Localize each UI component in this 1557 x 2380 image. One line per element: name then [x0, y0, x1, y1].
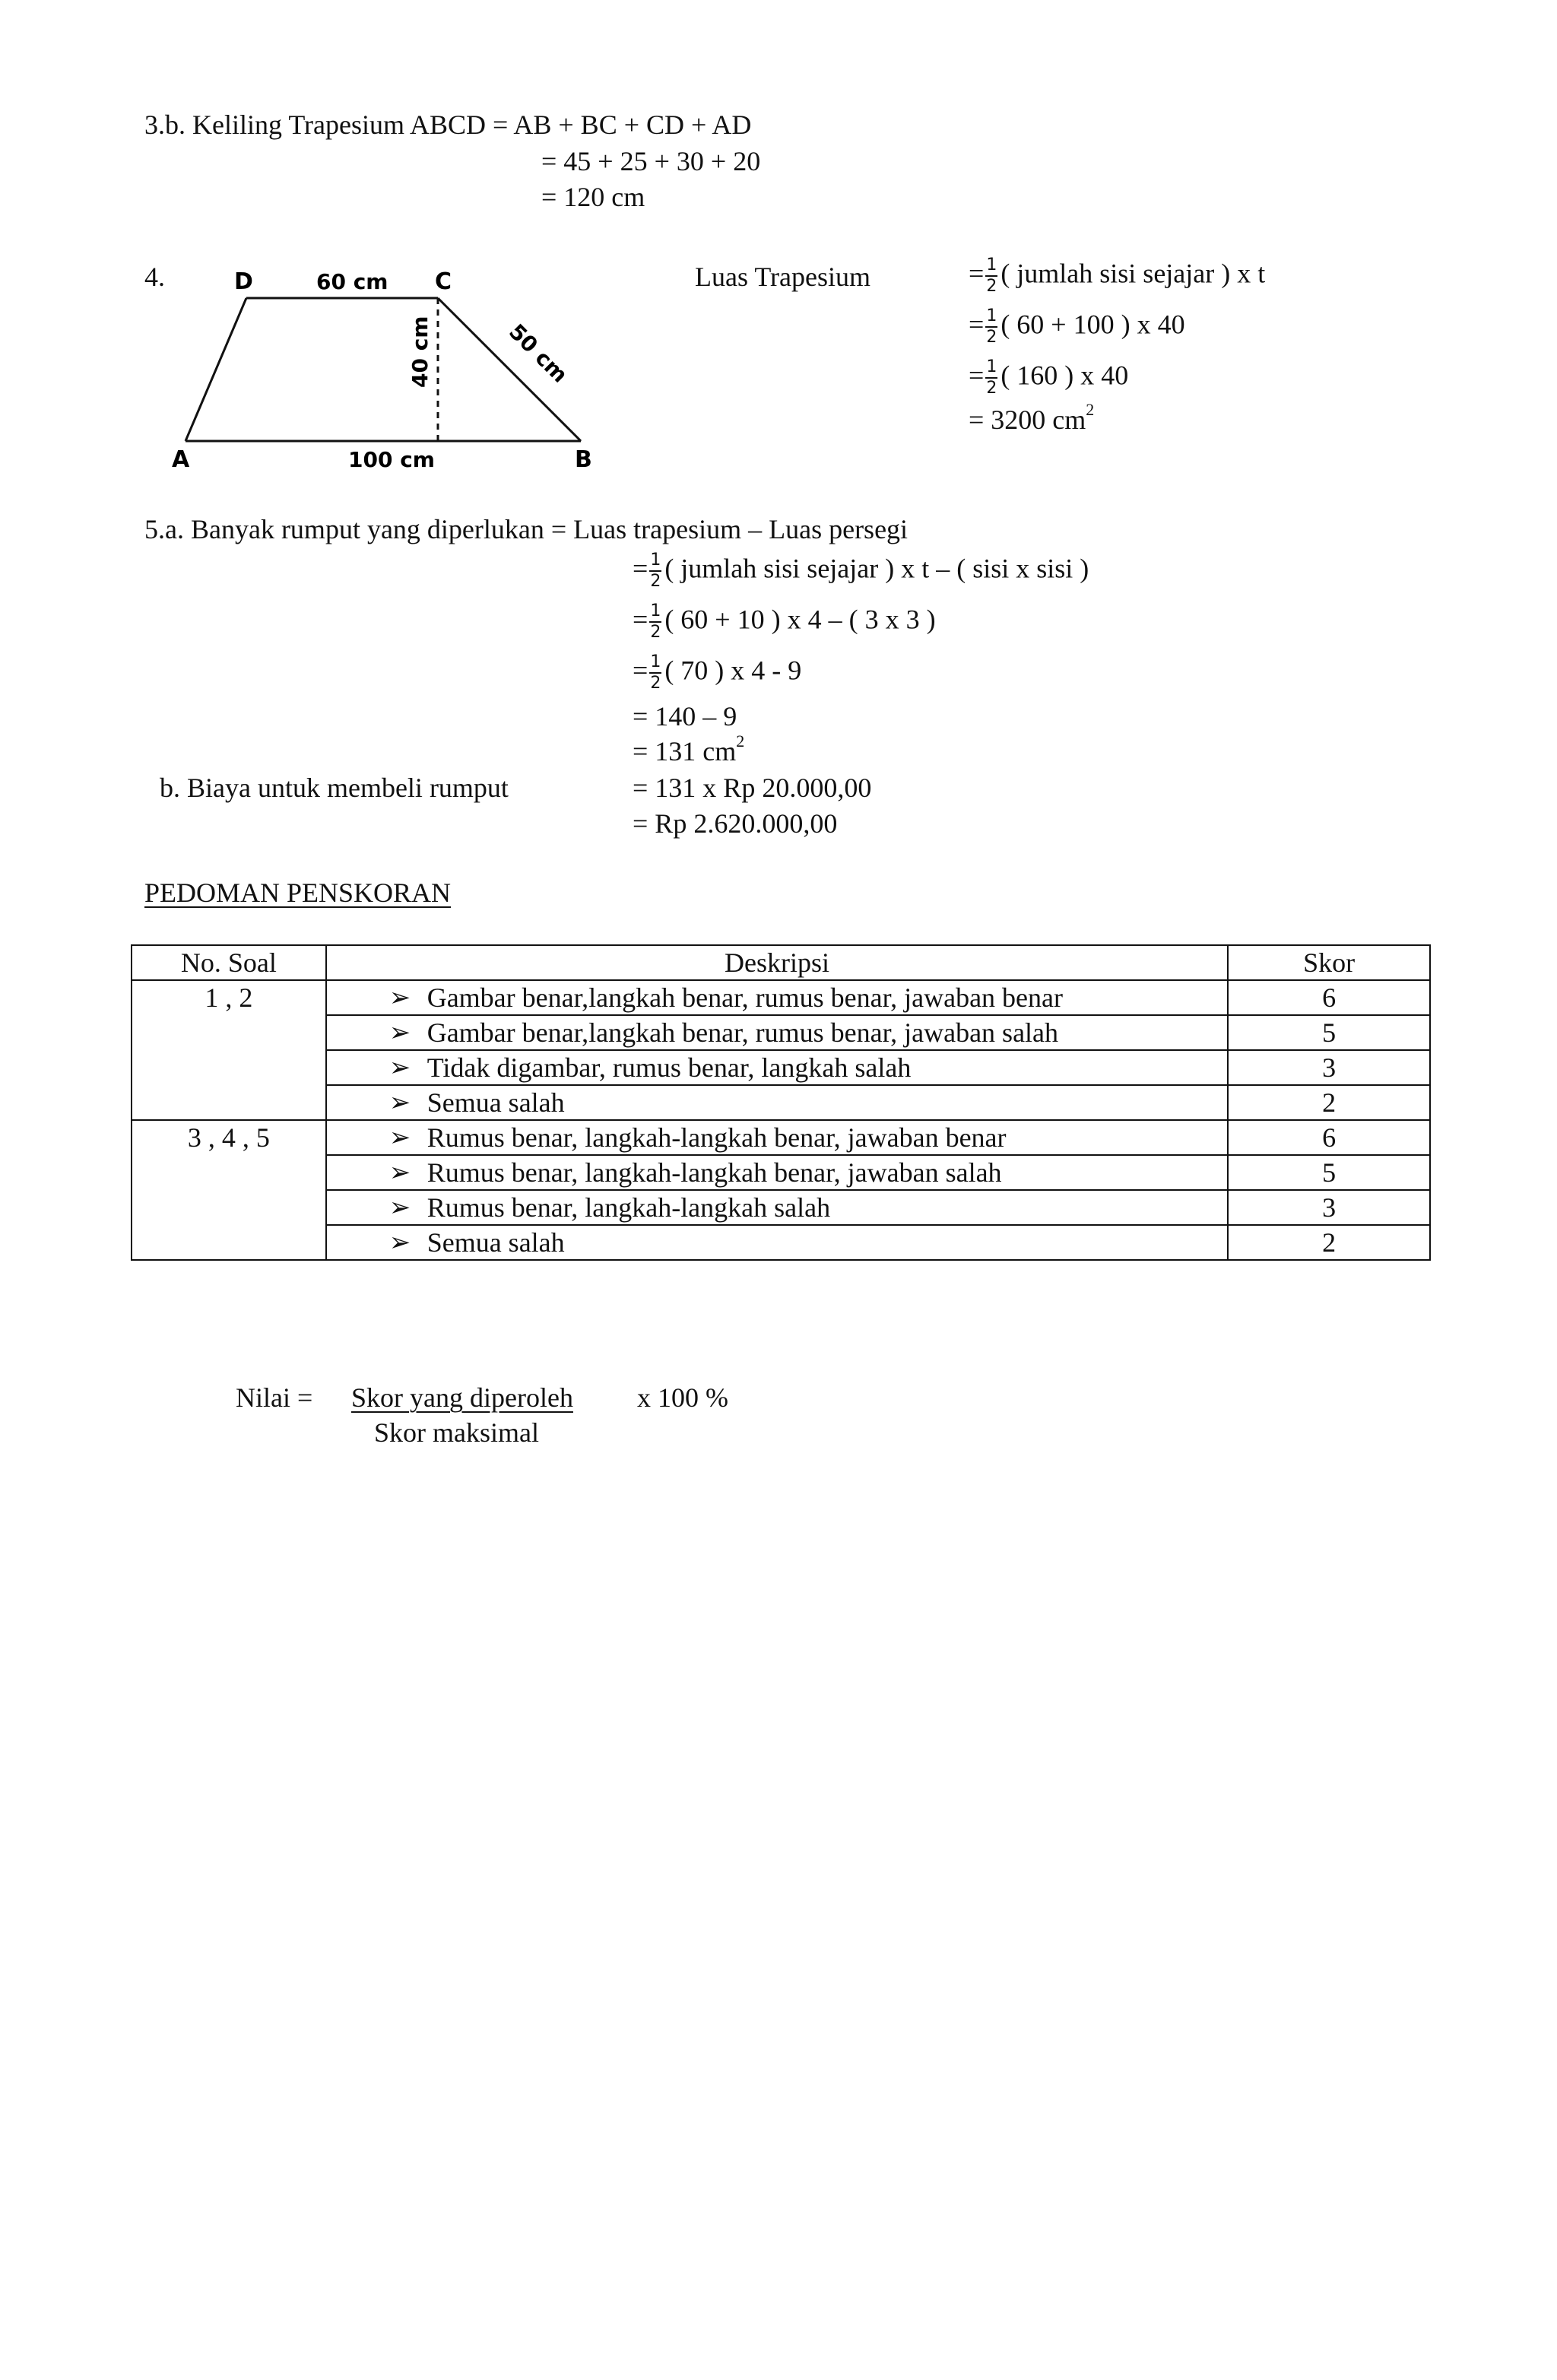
eq-sign: = [969, 309, 985, 340]
table-row [132, 1225, 1430, 1260]
s5b-line1: = 131 x Rp 20.000,00 [633, 773, 872, 803]
table-row [132, 1085, 1430, 1120]
deskripsi-cell: ➢ Semua salah [326, 1225, 1229, 1260]
skor-cell: 5 [1228, 1155, 1430, 1190]
formula-text: ( 70 ) x 4 - 9 [664, 655, 802, 686]
deskripsi-cell: ➢ Semua salah [326, 1085, 1229, 1120]
skor-cell: 6 [1228, 1120, 1430, 1155]
bottom-side-label: 100 cm [348, 447, 435, 471]
deskripsi-cell: ➢ Gambar benar,langkah benar, rumus benar, jawaban salah [326, 1015, 1229, 1050]
trapezoid-diagram [167, 259, 593, 471]
s3b-line3: = 120 cm [541, 182, 645, 212]
half-fraction: $\frac{1}{2}$ [986, 306, 997, 347]
table-header-row [132, 945, 1430, 980]
half-fraction: $\frac{1}{2}$ [986, 357, 997, 398]
formula-text: ( jumlah sisi sejajar ) x t [1000, 258, 1266, 289]
no-soal-cell: 3 , 4 , 5 [132, 1120, 326, 1260]
s5-formula-line2 [633, 552, 1089, 590]
nilai-numerator: Skor yang diperoleh [351, 1382, 573, 1413]
header-skor: Skor [1228, 945, 1430, 980]
no-soal-cell: 1 , 2 [132, 980, 326, 1120]
arrow-bullet-icon: ➢ [388, 1087, 411, 1118]
half-fraction: $\frac{1}{2}$ [650, 601, 661, 642]
s5-formula-line5: = 140 – 9 [633, 701, 737, 731]
skor-cell: 2 [1228, 1225, 1430, 1260]
s5b-line2: = Rp 2.620.000,00 [633, 808, 838, 839]
height-label: 40 cm [407, 316, 433, 388]
s4-formula-line2 [969, 308, 1185, 346]
vertex-a-label: A [172, 446, 190, 471]
arrow-bullet-icon: ➢ [388, 1017, 411, 1048]
skor-cell: 6 [1228, 980, 1430, 1015]
table-row [132, 980, 1430, 1015]
arrow-bullet-icon: ➢ [388, 1052, 411, 1083]
s4-formula-line1 [969, 257, 1265, 295]
arrow-bullet-icon: ➢ [388, 1192, 411, 1223]
deskripsi-cell: ➢ Rumus benar, langkah-langkah salah [326, 1190, 1229, 1225]
eq-sign: = [633, 553, 648, 584]
pedoman-title: PEDOMAN PENSKORAN [144, 877, 452, 908]
s5-formula-line3 [633, 603, 936, 641]
eq-sign: = [633, 655, 648, 686]
formula-text: ( 160 ) x 40 [1000, 360, 1129, 391]
eq-sign: = [969, 258, 985, 289]
table-row [132, 1015, 1430, 1050]
deskripsi-cell: ➢ Gambar benar,langkah benar, rumus benar, jawaban benar [326, 980, 1229, 1015]
nilai-multiplier: x 100 % [637, 1382, 728, 1413]
s5-formula-line4 [633, 654, 801, 692]
top-side-label: 60 cm [316, 269, 388, 294]
table-row [132, 1190, 1430, 1225]
deskripsi-cell: ➢ Tidak digambar, rumus benar, langkah salah [326, 1050, 1229, 1085]
formula-text: ( 60 + 100 ) x 40 [1000, 309, 1185, 340]
skor-cell: 3 [1228, 1050, 1430, 1085]
nilai-denominator: Skor maksimal [374, 1417, 539, 1448]
table-row [132, 1050, 1430, 1085]
deskripsi-cell: ➢ Rumus benar, langkah-langkah benar, jawaban benar [326, 1120, 1229, 1155]
s3b-line1: 3.b. Keliling Trapesium ABCD = AB + BC + CD + AD [144, 109, 752, 140]
header-deskripsi: Deskripsi [326, 945, 1229, 980]
s4-formula-line3 [969, 359, 1128, 397]
formula-text: ( 60 + 10 ) x 4 – ( 3 x 3 ) [664, 604, 936, 635]
half-fraction: $\frac{1}{2}$ [650, 551, 661, 591]
scoring-table [131, 944, 1431, 1261]
slant-side-label: 50 cm [504, 319, 573, 388]
s5-line1: 5.a. Banyak rumput yang diperlukan = Luas trapesium – Luas persegi [144, 514, 909, 544]
s4-formula-line4: = 3200 $cm^2$ [969, 400, 1095, 435]
half-fraction: $\frac{1}{2}$ [986, 255, 997, 296]
skor-cell: 3 [1228, 1190, 1430, 1225]
s3b-line2: = 45 + 25 + 30 + 20 [541, 146, 761, 176]
table-row [132, 1120, 1430, 1155]
luas-trapesium-label: Luas Trapesium [695, 262, 871, 292]
formula-text: ( jumlah sisi sejajar ) x t – ( sisi x sisi ) [664, 553, 1089, 584]
s5b-label: b. Biaya untuk membeli rumput [160, 773, 509, 803]
vertex-b-label: B [575, 446, 592, 471]
eq-sign: = [633, 604, 648, 635]
s5-formula-line6: = 131 $cm^2$ [633, 731, 745, 766]
table-row [132, 1155, 1430, 1190]
vertex-c-label: C [435, 268, 452, 295]
s4-number: 4. [144, 262, 165, 292]
skor-cell: 5 [1228, 1015, 1430, 1050]
eq-sign: = [969, 360, 985, 391]
half-fraction: $\frac{1}{2}$ [650, 652, 661, 693]
arrow-bullet-icon: ➢ [388, 1227, 411, 1258]
arrow-bullet-icon: ➢ [388, 1157, 411, 1188]
header-no-soal: No. Soal [132, 945, 326, 980]
nilai-label: Nilai = [236, 1382, 313, 1413]
vertex-d-label: D [234, 268, 253, 295]
arrow-bullet-icon: ➢ [388, 982, 411, 1013]
arrow-bullet-icon: ➢ [388, 1122, 411, 1153]
trapezoid-left-edge [186, 298, 246, 441]
skor-cell: 2 [1228, 1085, 1430, 1120]
deskripsi-cell: ➢ Rumus benar, langkah-langkah benar, jawaban salah [326, 1155, 1229, 1190]
